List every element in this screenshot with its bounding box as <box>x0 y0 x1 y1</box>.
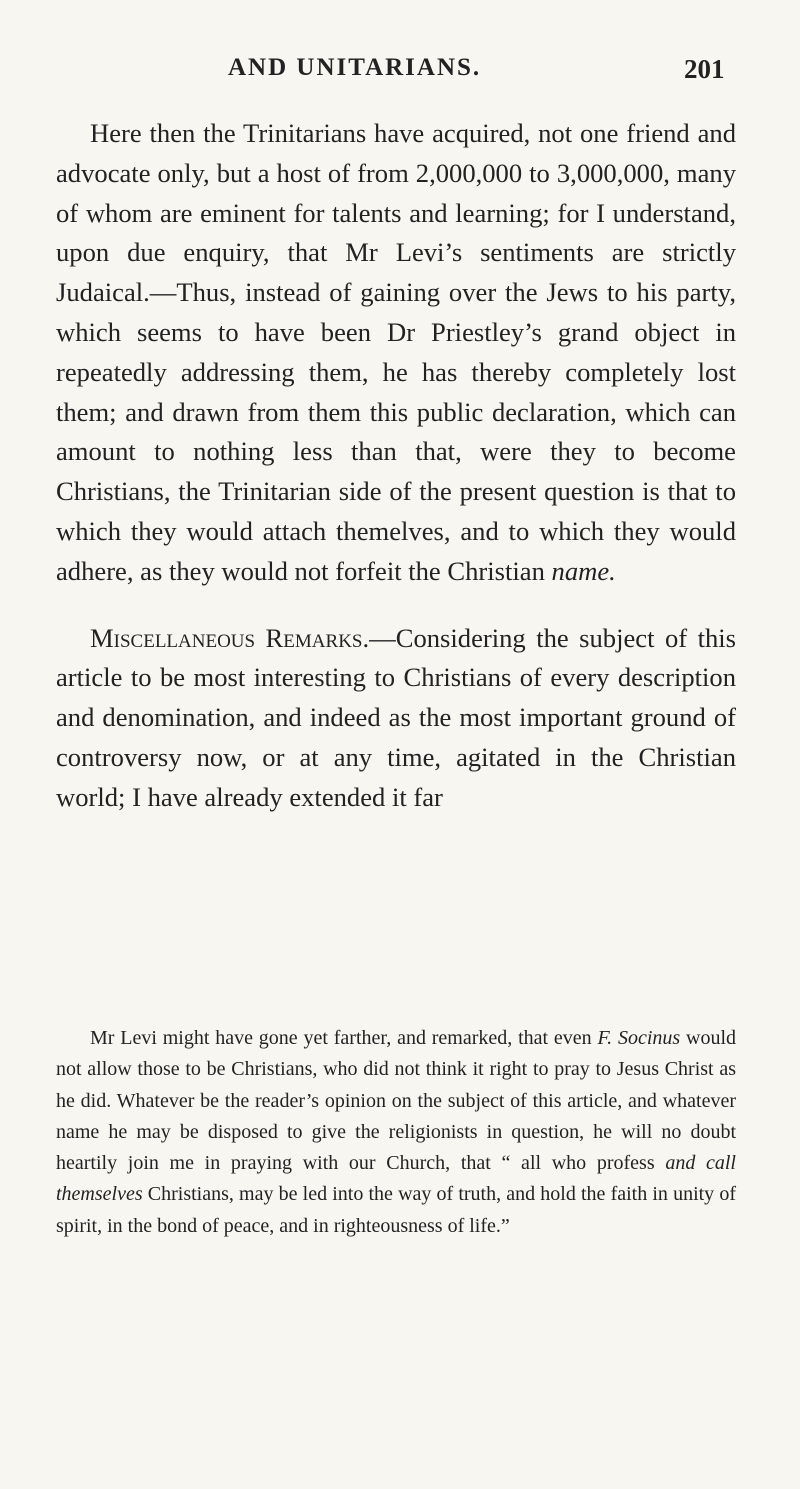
footnote <box>56 1023 736 1242</box>
page-number: 201 <box>684 54 725 84</box>
footnote-text-3: Christians, may be led into the way of truth, and hold the faith in unity of spirit, in the bond of peace, and in righteousness of life.” <box>56 1183 736 1237</box>
footnote-text-2: would not allow those to be Christians, who did not think it right to pray to Jesus Christ as he did. Whatever be the reader’s opinion on the subject of this article, and whatever name he may be disposed to give the religionists in question, he will no doubt heartily join me in praying with our Church, that “ all who profess <box>56 1027 737 1175</box>
running-head: AND UNITARIANS. <box>228 54 482 81</box>
paragraph-1-italic-word: name. <box>551 555 616 586</box>
footnote-paragraph <box>56 1023 736 1242</box>
paragraph-1-text: Here then the Trinitarians have acquired, not one friend and advocate only, but a host of from 2,000,000 to 3,000,000, many of whom are eminent for talents and learning; for I understand, upon due enquiry, that Mr Levi’s sentiments are strictly Judaical.—Thus, instead of gaining over the Jews to his party, which seems to have been Dr Priestley’s grand object in repeatedly addressing them, he has thereby completely lost them; and drawn from them this public declaration, which can amount to nothing less than that, were they to become Christians, the Trinitarian side of the present question is that to which they would attach themelves, and to which they would adhere, as they would not forfeit the Christian <box>56 118 736 586</box>
section-heading: Miscellaneous Remarks. <box>90 622 370 653</box>
main-text <box>56 114 736 818</box>
footnote-text-1: Mr Levi might have gone yet farther, and remarked, that even <box>90 1027 598 1049</box>
footnote-italic-1: F. Socinus <box>597 1027 681 1049</box>
paragraph-1 <box>56 114 736 592</box>
paragraph-2-text: —Considering the subject of this article to be most interesting to Christians of every description and denomination, and indeed as the most important ground of controversy now, or at any time, agitated in the Christian world; I have already extended it far <box>56 622 736 812</box>
paragraph-2 <box>56 619 736 818</box>
footnote-italic-2: and call themselves <box>56 1152 736 1206</box>
page-header <box>0 54 800 94</box>
